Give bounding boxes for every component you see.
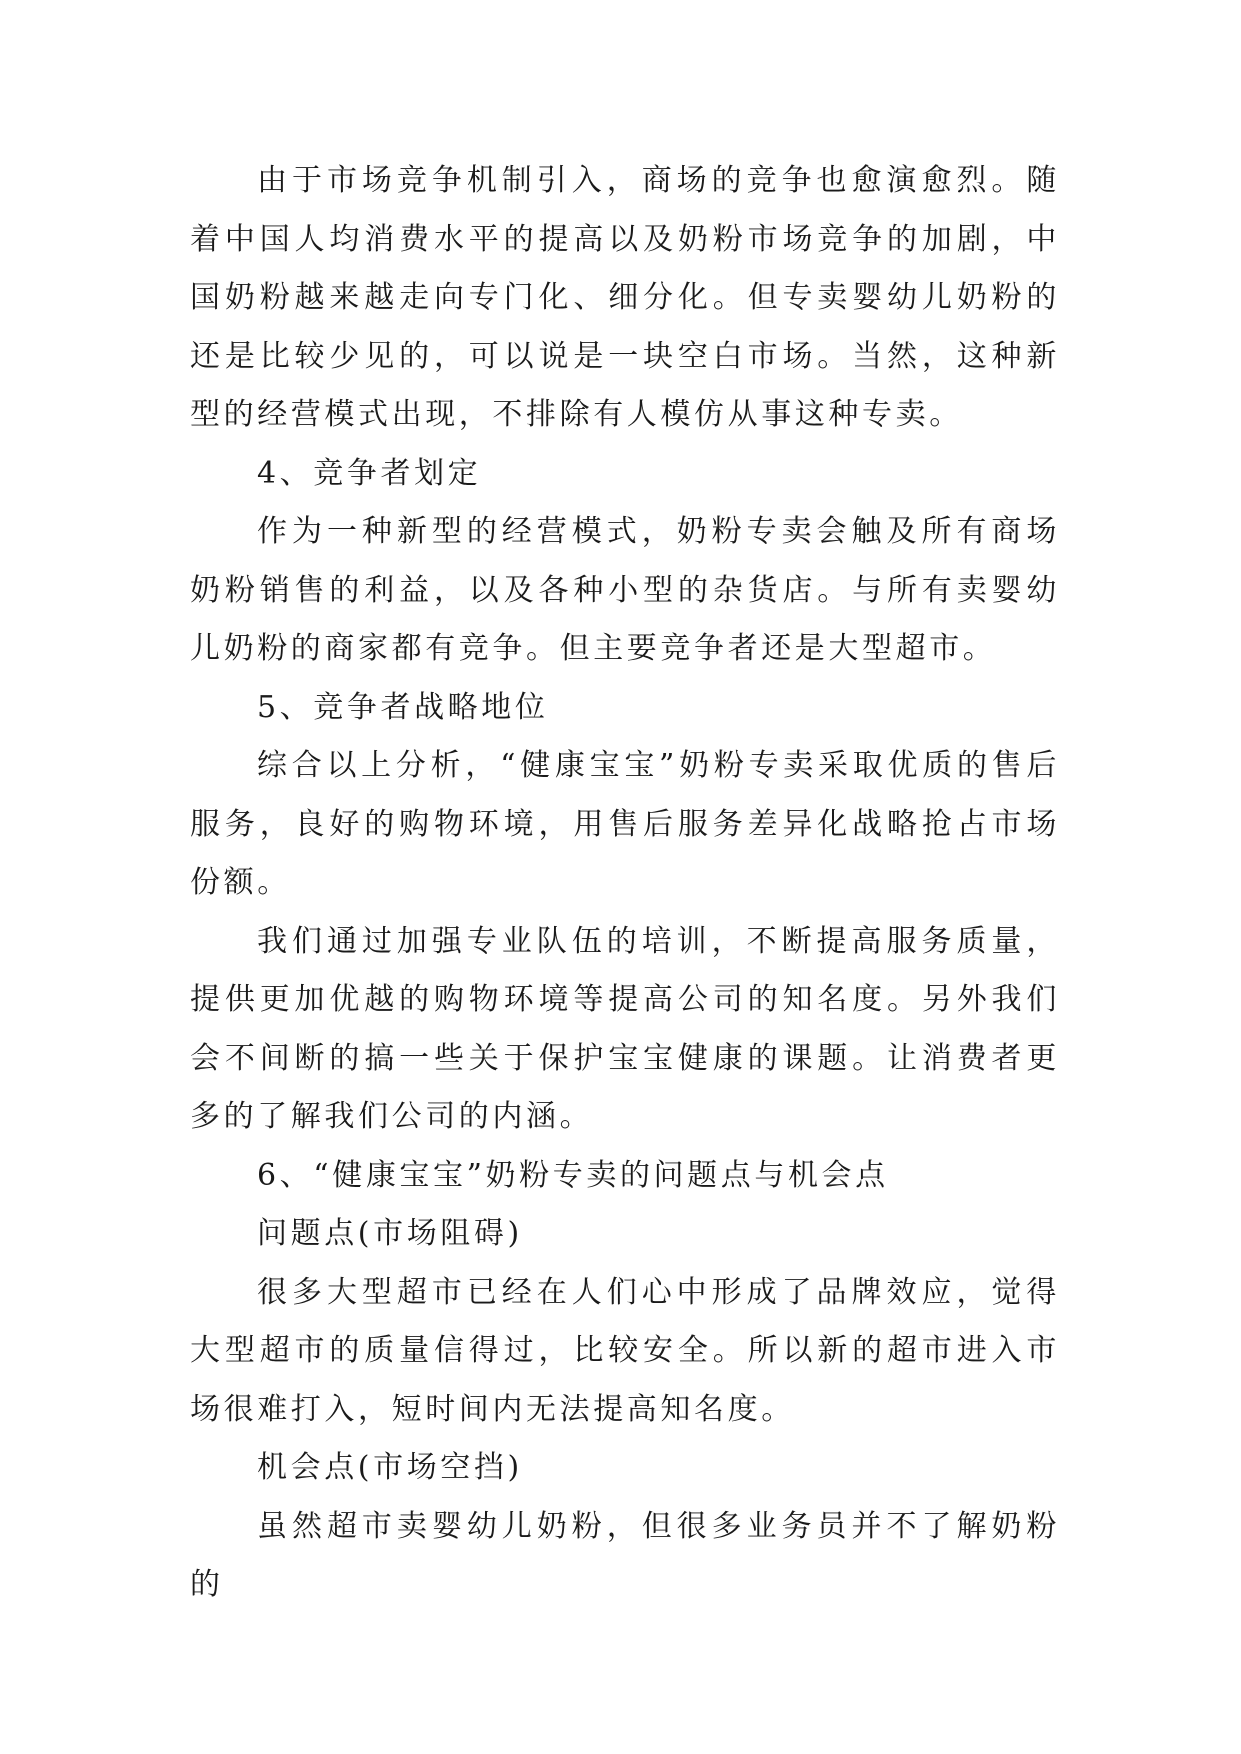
paragraph-strategy-summary: 综合以上分析，“健康宝宝”奶粉专卖采取优质的售后服务，良好的购物环境，用售后服务差异化战略抢占市场份额。 bbox=[190, 748, 1060, 900]
paragraph-market-competition: 由于市场竞争机制引入，商场的竞争也愈演愈烈。随着中国人均消费水平的提高以及奶粉市场竞争的加剧，中国奶粉越来越走向专门化、细分化。但专卖婴幼儿奶粉的还是比较少见的，可以说是一块空白市场。当然，这种新型的经营模式出现，不排除有人模仿从事这种专卖。 bbox=[190, 163, 1060, 432]
paragraph-competitor-scope: 作为一种新型的经营模式，奶粉专卖会触及所有商场奶粉销售的利益，以及各种小型的杂货店。与所有卖婴幼儿奶粉的商家都有竞争。但主要竞争者还是大型超市。 bbox=[190, 514, 1060, 666]
paragraph-opportunity-detail: 虽然超市卖婴幼儿奶粉，但很多业务员并不了解奶粉的 bbox=[190, 1508, 1060, 1602]
heading-competitor-strategy: 5、竞争者战略地位 bbox=[257, 689, 549, 725]
paragraph-training-plan: 我们通过加强专业队伍的培训，不断提高服务质量，提供更加优越的购物环境等提高公司的知名度。另外我们会不间断的搞一些关于保护宝宝健康的课题。让消费者更多的了解我们公司的内涵。 bbox=[190, 923, 1060, 1134]
heading-problem-points: 问题点(市场阻碍) bbox=[257, 1216, 523, 1251]
heading-problems-opportunities: 6、“健康宝宝”奶粉专卖的问题点与机会点 bbox=[257, 1157, 889, 1193]
heading-competitor-definition: 4、竞争者划定 bbox=[257, 455, 482, 491]
document-body bbox=[190, 152, 1060, 1615]
heading-opportunity-points: 机会点(市场空挡) bbox=[257, 1450, 523, 1485]
paragraph-problem-detail: 很多大型超市已经在人们心中形成了品牌效应，觉得大型超市的质量信得过，比较安全。所以新的超市进入市场很难打入，短时间内无法提高知名度。 bbox=[190, 1274, 1060, 1427]
